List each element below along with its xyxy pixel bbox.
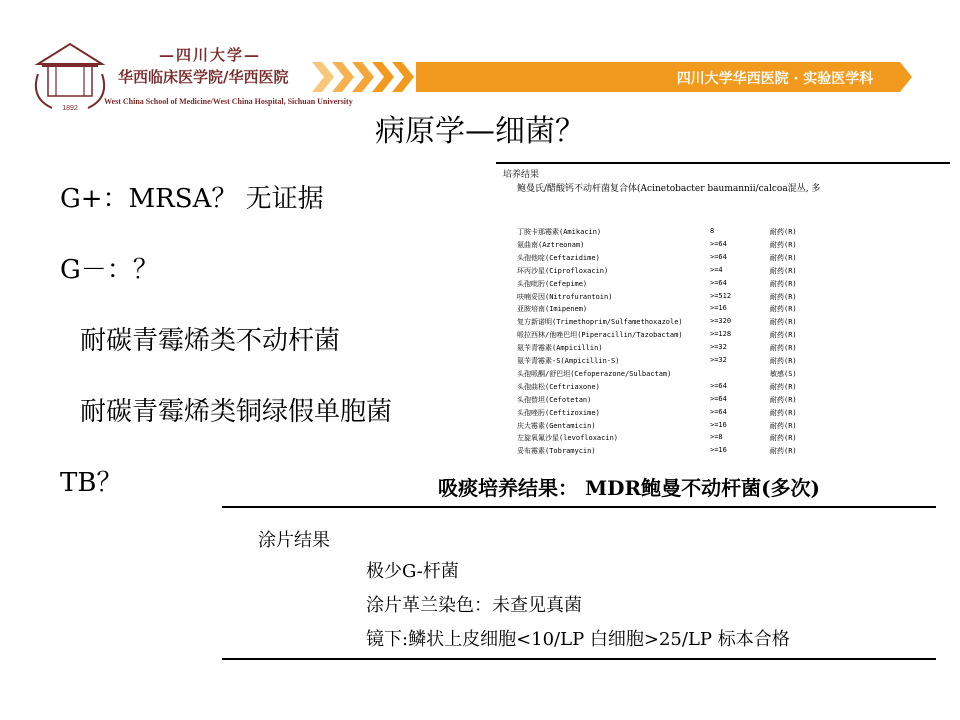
smear-line: 涂片革兰染色：未查见真菌 bbox=[366, 595, 582, 616]
interpretation: 敏感(S) bbox=[770, 369, 797, 378]
mic-value: >=32 bbox=[710, 343, 727, 352]
hospital-name: 华西临床医学院/华西医院 bbox=[118, 68, 289, 86]
tb-line: TB？ bbox=[60, 468, 123, 498]
drug-name: 庆大霉素(Gentamicin) bbox=[517, 421, 596, 430]
banner-text: 四川大学华西医院 · 实验医学科 bbox=[676, 71, 874, 87]
smear-line: 极少G-杆菌 bbox=[366, 561, 459, 582]
mic-value: >=16 bbox=[710, 420, 727, 429]
interpretation: 耐药(R) bbox=[770, 228, 797, 236]
drug-name: 左旋氧氟沙星(levofloxacin) bbox=[517, 434, 619, 443]
mic-value: >=64 bbox=[710, 278, 727, 287]
drug-name: 氨苄青霉素-S(Ampicillin-S) bbox=[517, 357, 620, 365]
interpretation: 耐药(R) bbox=[770, 382, 797, 391]
table-top-rule bbox=[496, 162, 950, 164]
mic-value: >=64 bbox=[710, 381, 727, 390]
interpretation: 耐药(R) bbox=[770, 434, 797, 443]
drug-name: 头孢唑肟(Ceftizoxime) bbox=[517, 408, 600, 417]
cr-acinetobacter-line: 耐碳青霉烯类不动杆菌 bbox=[80, 326, 341, 356]
mic-value: >=16 bbox=[710, 446, 727, 455]
mic-value: 8 bbox=[710, 227, 715, 235]
interpretation: 耐药(R) bbox=[770, 408, 797, 417]
culture-heading: 培养结果 bbox=[503, 170, 540, 180]
interpretation: 耐药(R) bbox=[770, 318, 797, 327]
interpretation: 耐药(R) bbox=[770, 331, 797, 340]
drug-name: 亚胺培南(Imipenem) bbox=[517, 305, 588, 314]
drug-name: 氨曲南(Aztreonam) bbox=[517, 240, 585, 249]
interpretation: 耐药(R) bbox=[770, 357, 797, 365]
interpretation: 耐药(R) bbox=[770, 447, 797, 456]
hospital-logo bbox=[30, 34, 110, 114]
drug-name: 哌拉西林/他唑巴坦(Piperacillin/Tazobactam) bbox=[517, 331, 683, 340]
interpretation: 耐药(R) bbox=[770, 240, 797, 249]
interpretation: 耐药(R) bbox=[770, 279, 797, 288]
interpretation: 耐药(R) bbox=[770, 266, 797, 275]
culture-caption: 吸痰培养结果： MDR鲍曼不动杆菌(多次) bbox=[438, 476, 820, 500]
svg-text:1892: 1892 bbox=[62, 105, 78, 112]
mic-value: >=64 bbox=[710, 239, 727, 248]
chevron-arrows-icon bbox=[312, 60, 416, 94]
gram-positive-line: G+：MRSA？ 无证据 bbox=[60, 184, 324, 214]
drug-name: 环丙沙星(Ciprofloxacin) bbox=[517, 266, 609, 275]
mic-value: >=4 bbox=[710, 265, 723, 274]
smear-bottom-rule bbox=[222, 658, 936, 660]
drug-name: 头孢替坦(Cefotetan) bbox=[517, 395, 592, 404]
smear-heading: 涂片结果 bbox=[258, 530, 330, 551]
drug-name: 头孢哌酮/舒巴坦(Cefoperazone/Sulbactam) bbox=[517, 369, 672, 378]
drug-name: 头孢曲松(Ceftriaxone) bbox=[517, 382, 600, 391]
gram-negative-line: G－：？ bbox=[60, 255, 159, 285]
interpretation: 耐药(R) bbox=[770, 421, 797, 430]
mic-value: >=64 bbox=[710, 407, 727, 416]
interpretation: 耐药(R) bbox=[770, 344, 797, 353]
drug-name: 氨苄青霉素(Ampicillin) bbox=[517, 344, 603, 353]
mic-value: >=64 bbox=[710, 394, 727, 403]
cr-pseudomonas-line: 耐碳青霉烯类铜绿假单胞菌 bbox=[80, 397, 393, 427]
drug-name: 头孢他啶(Ceftazidime) bbox=[517, 253, 600, 262]
mic-value: >=320 bbox=[710, 317, 732, 326]
smear-top-rule bbox=[222, 506, 936, 508]
mic-value: >=16 bbox=[710, 304, 727, 313]
interpretation: 耐药(R) bbox=[770, 253, 797, 262]
drug-name: 妥布霉素(Tobramycin) bbox=[517, 447, 596, 456]
university-name: —四川大学— bbox=[158, 46, 261, 64]
mic-value: >=32 bbox=[710, 356, 727, 364]
drug-name: 头孢吡肟(Cefepime) bbox=[517, 279, 588, 288]
interpretation: 耐药(R) bbox=[770, 305, 797, 314]
interpretation: 耐药(R) bbox=[770, 292, 797, 301]
drug-name: 丁胺卡那霉素(Amikacin) bbox=[517, 228, 602, 236]
drug-name: 复方新诺明(Trimethoprim/Sulfamethoxazole) bbox=[517, 318, 683, 327]
mic-value: >=64 bbox=[710, 252, 727, 261]
mic-value: >=8 bbox=[710, 433, 723, 442]
drug-name: 呋喃妥因(Nitrofurantoin) bbox=[517, 292, 613, 301]
interpretation: 耐药(R) bbox=[770, 395, 797, 404]
mic-value: >=128 bbox=[710, 330, 732, 339]
mic-value: >=512 bbox=[710, 291, 732, 300]
culture-organism: 鲍曼氏/醋酸钙不动杆菌复合体(Acinetobacter baumannii/calcoa混丛, 多 bbox=[517, 184, 821, 194]
smear-line: 镜下:鳞状上皮细胞<10/LP 白细胞>25/LP 标本合格 bbox=[366, 629, 790, 650]
slide-title: 病原学—细菌？ bbox=[375, 114, 585, 149]
hospital-english-name: West China School of Medicine/West China Hospital, Sichuan University bbox=[104, 97, 353, 106]
